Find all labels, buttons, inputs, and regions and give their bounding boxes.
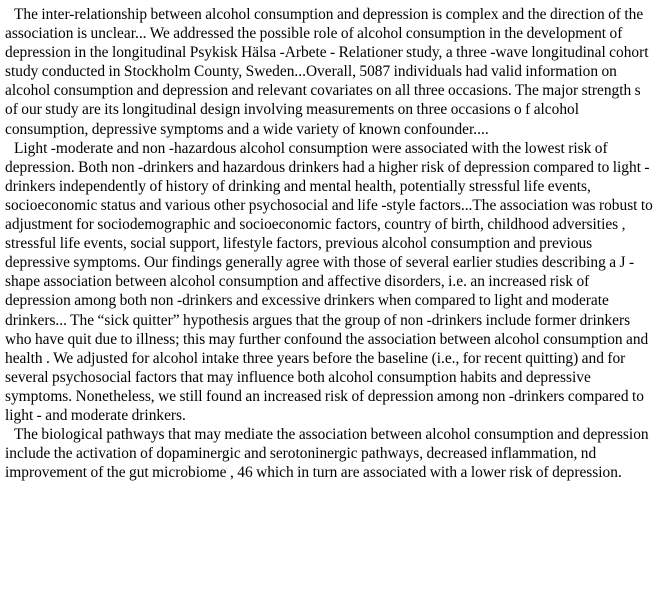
paragraph: The biological pathways that may mediate the association between alcohol consumption and depression include the activation of dopaminergic and serotoninergic pathways, decreased inflammation, nd improvement of the gut microbiome , 46 which in turn are associated with a lower risk of depression. (5, 426, 649, 482)
paragraph: The inter-relationship between alcohol consumption and depression is complex and the direction of the association is unclear... We addressed the possible role of alcohol consumption in the development of depression in the longitudinal Psykisk Hälsa -Arbete - Relationer study, a three -wave longitudinal cohort study conducted in Stockholm County, Sweden...Overall, 5087 individuals had valid information on alcohol consumption and depression and relevant covariates on all three occasions. The major strength s of our study are its longitudinal design involving measurements on three occasions o f alcohol consumption, depressive symptoms and a wide variety of known confounder.... (5, 6, 649, 138)
document-body (5, 5, 653, 482)
paragraph: Light -moderate and non -hazardous alcohol consumption were associated with the lowest risk of depression. Both non -drinkers and hazardous drinkers had a higher risk of depression compared to light -drinkers independently of history of drinking and mental health, potentially stressful life events, socioeconomic status and various other psychosocial and life -style factors...The association was robust to adjustment for sociodemographic and socioeconomic factors, country of birth, childhood adversities , stressful life events, social support, lifestyle factors, previous alcohol consumption and previous depressive symptoms. Our findings generally agree with those of several earlier studies describing a J -shape association between alcohol consumption and affective disorders, i.e. an increased risk of depression among both non -drinkers and excessive drinkers when compared to light and moderate drinkers... The “sick quitter” hypothesis argues that the group of non -drinkers include former drinkers who have quit due to illness; this may further confound the association between alcohol consumption and health . We adjusted for alcohol intake three years before the baseline (i.e., for recent quitting) and for several psychosocial factors that may influence both alcohol consumption habits and depressive symptoms. Nonetheless, we still found an increased risk of depression among non -drinkers compared to light - and moderate drinkers. (5, 139, 653, 424)
